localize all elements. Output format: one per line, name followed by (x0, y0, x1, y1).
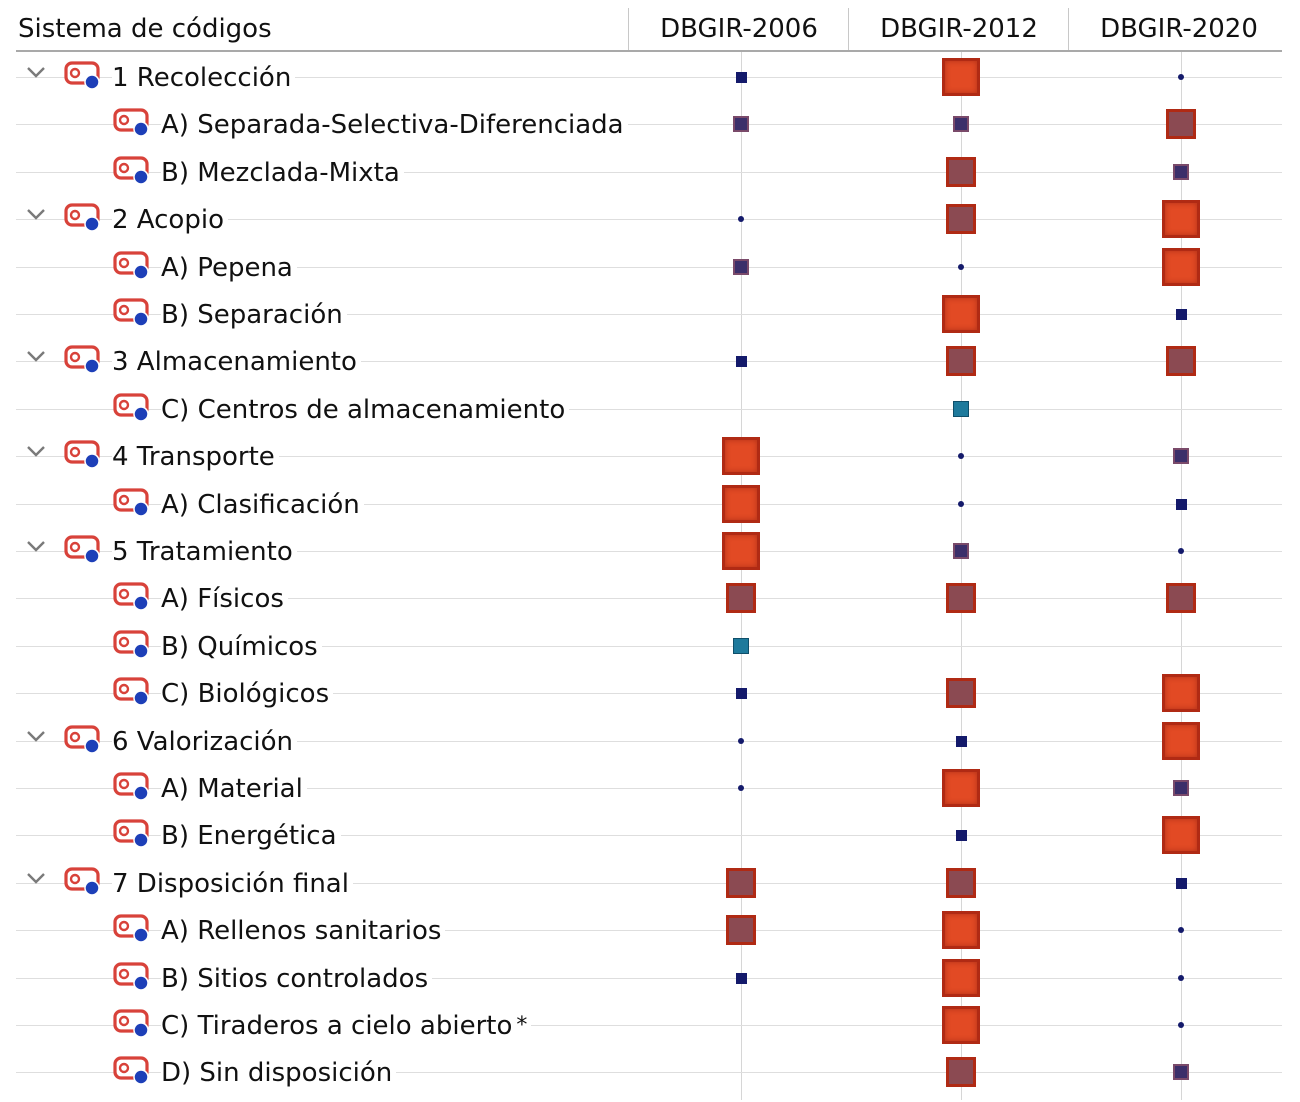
frequency-marker[interactable] (946, 868, 976, 898)
code-tag-icon (113, 1055, 151, 1085)
frequency-marker[interactable] (942, 1006, 980, 1044)
code-label-text: A) Rellenos sanitarios (161, 916, 442, 946)
code-label-text: B) Sitios controlados (161, 964, 429, 994)
code-tag-icon (113, 676, 151, 706)
tree-row[interactable] (16, 1002, 1282, 1049)
frequency-marker[interactable] (946, 678, 976, 708)
code-label[interactable] (161, 1004, 531, 1048)
frequency-marker[interactable] (736, 72, 747, 83)
code-label[interactable] (161, 909, 445, 953)
code-label[interactable] (161, 672, 333, 716)
code-label-text: 4 Transporte (112, 442, 275, 472)
code-label-text: C) Tiraderos a cielo abierto (161, 1011, 513, 1041)
code-tag-icon (113, 771, 151, 801)
frequency-marker[interactable] (946, 1057, 976, 1087)
code-tag-icon (113, 297, 151, 327)
code-label[interactable] (161, 246, 297, 290)
frequency-marker[interactable] (956, 736, 967, 747)
tree-row[interactable] (16, 575, 1282, 622)
frequency-marker[interactable] (738, 738, 744, 744)
chevron-down-icon[interactable] (22, 722, 50, 750)
frequency-marker[interactable] (736, 356, 747, 367)
frequency-marker[interactable] (733, 116, 749, 132)
tree-row[interactable] (16, 955, 1282, 1002)
code-tag-icon (64, 60, 102, 90)
header-code-system[interactable]: Sistema de códigos (18, 14, 272, 44)
frequency-marker[interactable] (946, 157, 976, 187)
code-tag-icon (113, 155, 151, 185)
code-label-text: A) Físicos (161, 584, 284, 614)
code-label-text: 6 Valorización (112, 727, 294, 757)
tree-row[interactable] (16, 149, 1282, 196)
code-label[interactable] (161, 814, 341, 858)
code-label-text: 2 Acopio (112, 205, 224, 235)
code-label-text: B) Mezclada-Mixta (161, 158, 400, 188)
code-label-text: B) Separación (161, 300, 343, 330)
code-label[interactable] (161, 293, 347, 337)
code-tag-icon (113, 818, 151, 848)
frequency-marker[interactable] (1162, 248, 1200, 286)
header-column-dbgir-2020[interactable]: DBGIR-2020 (1068, 8, 1289, 50)
frequency-marker[interactable] (736, 973, 747, 984)
frequency-marker[interactable] (1173, 164, 1189, 180)
frequency-marker[interactable] (942, 769, 980, 807)
column-header (16, 8, 1282, 52)
frequency-marker[interactable] (953, 543, 969, 559)
code-label[interactable] (161, 767, 307, 811)
frequency-marker[interactable] (738, 785, 744, 791)
tree-row[interactable] (16, 670, 1282, 717)
frequency-marker[interactable] (946, 346, 976, 376)
chevron-down-icon[interactable] (22, 864, 50, 892)
code-label[interactable] (112, 198, 228, 242)
code-label[interactable] (161, 151, 404, 195)
frequency-marker[interactable] (1178, 975, 1184, 981)
code-label-text: 1 Recolección (112, 63, 292, 93)
frequency-marker[interactable] (722, 532, 760, 570)
code-label[interactable] (161, 1051, 396, 1095)
code-tag-icon (64, 202, 102, 232)
frequency-marker[interactable] (942, 58, 980, 96)
code-label[interactable] (161, 103, 628, 147)
code-label-text: 3 Almacenamiento (112, 347, 357, 377)
frequency-marker[interactable] (958, 264, 964, 270)
code-label-text: A) Separada-Selectiva-Diferenciada (161, 110, 624, 140)
code-tag-icon (64, 534, 102, 564)
chevron-down-icon[interactable] (22, 58, 50, 86)
code-tag-icon (113, 487, 151, 517)
code-tag-icon (113, 581, 151, 611)
tree-row[interactable] (16, 196, 1282, 243)
frequency-marker[interactable] (1162, 722, 1200, 760)
frequency-marker[interactable] (726, 583, 756, 613)
frequency-marker[interactable] (1173, 780, 1189, 796)
tree-row[interactable] (16, 1049, 1282, 1096)
code-label-text: B) Energética (161, 821, 337, 851)
chevron-down-icon[interactable] (22, 342, 50, 370)
code-label[interactable] (112, 340, 361, 384)
frequency-marker[interactable] (736, 688, 747, 699)
tree-row[interactable] (16, 481, 1282, 528)
frequency-marker[interactable] (726, 915, 756, 945)
code-label-text: 5 Tratamiento (112, 537, 293, 567)
tree-row[interactable] (16, 244, 1282, 291)
frequency-marker[interactable] (738, 216, 744, 222)
frequency-marker[interactable] (953, 116, 969, 132)
frequency-marker[interactable] (942, 911, 980, 949)
code-label[interactable] (161, 577, 288, 621)
code-label-text: A) Material (161, 774, 303, 804)
frequency-marker[interactable] (1166, 346, 1196, 376)
frequency-marker[interactable] (1166, 583, 1196, 613)
code-label[interactable] (112, 56, 295, 100)
frequency-marker[interactable] (1178, 1022, 1184, 1028)
frequency-marker[interactable] (942, 295, 980, 333)
code-label[interactable] (161, 957, 432, 1001)
code-tag-icon (64, 439, 102, 469)
header-column-dbgir-2006[interactable]: DBGIR-2006 (628, 8, 849, 50)
frequency-marker[interactable] (1176, 309, 1187, 320)
frequency-marker[interactable] (1178, 74, 1184, 80)
code-tag-icon (113, 913, 151, 943)
frequency-marker[interactable] (953, 401, 969, 417)
tree-row[interactable] (16, 291, 1282, 338)
code-tag-icon (113, 107, 151, 137)
frequency-marker[interactable] (1162, 200, 1200, 238)
frequency-marker[interactable] (722, 437, 760, 475)
header-column-dbgir-2012[interactable]: DBGIR-2012 (848, 8, 1069, 50)
code-tag-icon (113, 392, 151, 422)
tree-row[interactable] (16, 54, 1282, 101)
code-label-text: D) Sin disposición (161, 1058, 393, 1088)
code-label[interactable] (112, 720, 297, 764)
frequency-marker[interactable] (733, 638, 749, 654)
code-label[interactable] (161, 388, 569, 432)
frequency-marker[interactable] (958, 453, 964, 459)
frequency-marker[interactable] (956, 830, 967, 841)
code-tag-icon (113, 1008, 151, 1038)
code-label-text: C) Biológicos (161, 679, 330, 709)
frequency-marker[interactable] (958, 501, 964, 507)
chevron-down-icon[interactable] (22, 532, 50, 560)
code-label[interactable] (112, 435, 279, 479)
tree-row[interactable] (16, 812, 1282, 859)
footnote-asterisk: * (516, 1013, 528, 1038)
frequency-marker[interactable] (946, 583, 976, 613)
code-label[interactable] (112, 862, 353, 906)
code-label-text: A) Pepena (161, 253, 293, 283)
tree-row[interactable] (16, 528, 1282, 575)
frequency-marker[interactable] (946, 204, 976, 234)
frequency-marker[interactable] (1178, 548, 1184, 554)
tree-row[interactable] (16, 338, 1282, 385)
code-tag-icon (113, 250, 151, 280)
tree-row[interactable] (16, 623, 1282, 670)
chevron-down-icon[interactable] (22, 200, 50, 228)
frequency-marker[interactable] (1162, 816, 1200, 854)
code-label-text: B) Químicos (161, 632, 318, 662)
tree-row[interactable] (16, 718, 1282, 765)
tree-row[interactable] (16, 765, 1282, 812)
code-label[interactable] (161, 625, 322, 669)
tree-row[interactable] (16, 433, 1282, 480)
tree-row[interactable] (16, 386, 1282, 433)
tree-row[interactable] (16, 101, 1282, 148)
tree-row[interactable] (16, 907, 1282, 954)
code-tag-icon (64, 866, 102, 896)
tree-row[interactable] (16, 860, 1282, 907)
frequency-marker[interactable] (726, 868, 756, 898)
code-label[interactable] (161, 483, 364, 527)
code-tag-icon (113, 961, 151, 991)
frequency-marker[interactable] (942, 959, 980, 997)
frequency-marker[interactable] (722, 485, 760, 523)
code-label[interactable] (112, 530, 297, 574)
code-tag-icon (113, 629, 151, 659)
code-label-text: A) Clasificación (161, 490, 360, 520)
frequency-marker[interactable] (1173, 1064, 1189, 1080)
frequency-marker[interactable] (1178, 927, 1184, 933)
code-label-text: C) Centros de almacenamiento (161, 395, 566, 425)
chevron-down-icon[interactable] (22, 437, 50, 465)
code-tag-icon (64, 344, 102, 374)
frequency-marker[interactable] (1173, 448, 1189, 464)
frequency-marker[interactable] (733, 259, 749, 275)
frequency-marker[interactable] (1166, 109, 1196, 139)
frequency-marker[interactable] (1162, 674, 1200, 712)
code-tag-icon (64, 724, 102, 754)
code-label-text: 7 Disposición final (112, 869, 349, 899)
frequency-marker[interactable] (1176, 878, 1187, 889)
frequency-marker[interactable] (1176, 499, 1187, 510)
